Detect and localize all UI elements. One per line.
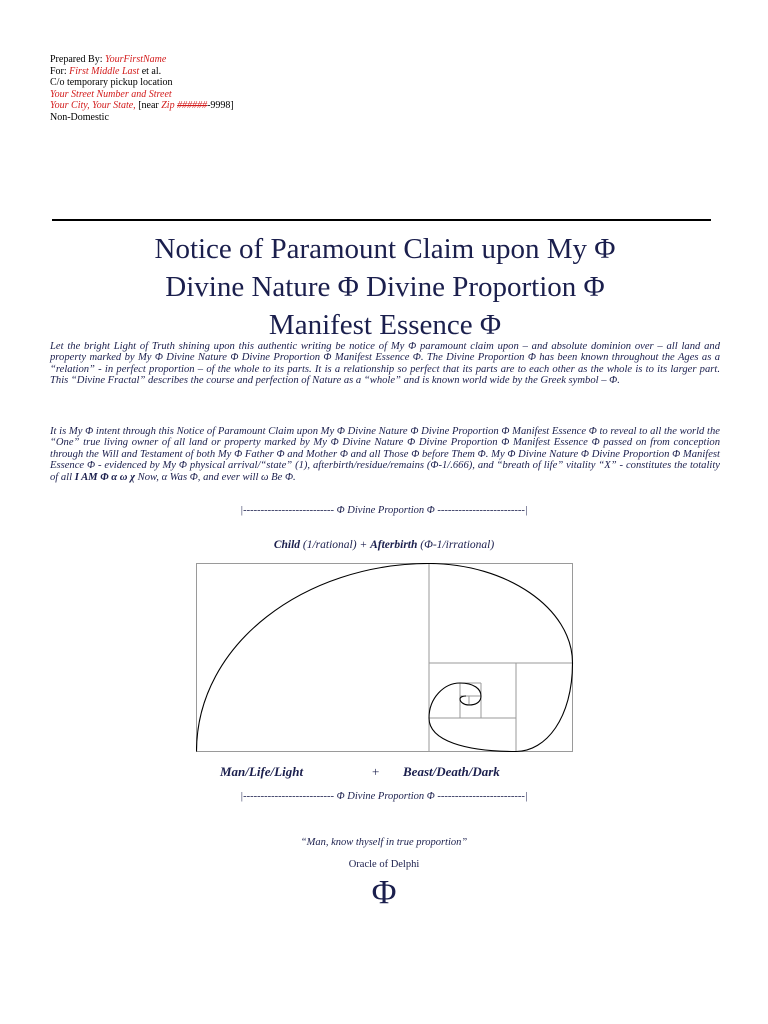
- city-state: Your City, Your State,: [50, 100, 136, 111]
- quote: “Man, know thyself in true proportion”: [300, 837, 468, 848]
- caption-afterbirth: Afterbirth: [370, 539, 418, 551]
- city-state-line: [50, 100, 234, 112]
- for-label: For:: [50, 65, 67, 77]
- prepared-by-label: Prepared By:: [50, 54, 103, 65]
- zip-struck: ######: [177, 100, 208, 111]
- paragraph-2-bold: I AM Φ α ω χ: [74, 471, 135, 483]
- for-line: [50, 66, 234, 78]
- quote-attribution: Oracle of Delphi: [348, 859, 420, 870]
- title-line-2: Divine Nature Φ Divine Proportion Φ: [165, 271, 605, 303]
- for-name: First Middle Last: [69, 65, 140, 77]
- for-suffix: et al.: [141, 65, 162, 77]
- paragraph-2-main: It is My Φ intent through this Notice of Paramount Claim upon My Φ Divine Nature Φ Divine Proportion Φ Manifest Essence Φ to reveal to all the world the “One” true living owner of all land or property marked by My Φ Divine Nature Φ Divine Proportion Φ Manifest Essence Φ passed on from conception through the Will and Testament of both My Φ Father Φ and Mother Φ and all Those Φ before Them Φ. My Φ Divine Nature Φ Divine Proportion Φ Manifest Essence Φ - evidenced by My Φ physical arrival/“state” (1), afterbirth/residue/remains (Φ-1/.666), and “breath of life” vitality “X” - constitutes the totality of all: [50, 426, 720, 483]
- paragraph-2: [50, 426, 720, 483]
- label-man-life-light: Man/Life/Light: [220, 764, 304, 779]
- label-plus: +: [372, 764, 380, 779]
- caption-afterbirth-note: (Φ-1/irrational): [420, 539, 495, 551]
- document-title: [40, 230, 730, 344]
- paragraph-1: Let the bright Light of Truth shining upon this authentic writing be notice of My Φ paramount claim upon – and absolute dominion over – all land and property marked by My Φ Divine Nature Φ Divine Proportion Φ Manifest Essence Φ. The Divine Proportion Φ has been known throughout the Ages as a “relation” - in perfect proportion – of the whole to its parts. It is a relationship so perfect that its parts are to each other as the whole is to its larger part. This “Divine Fractal” describes the course and perfection of Nature as a “whole” and is known world wide by the Greek symbol – Φ.: [50, 341, 720, 387]
- care-of-line: C/o temporary pickup location: [50, 77, 173, 88]
- status-line: Non-Domestic: [50, 111, 109, 123]
- divider-bottom: |-------------------------- Φ Divine Proportion Φ -------------------------|: [240, 791, 528, 802]
- horizontal-rule: [52, 219, 711, 221]
- paragraph-2-end: Now, α Was Φ, and ever will ω Be Φ.: [137, 471, 296, 483]
- street-line: Your Street Number and Street: [50, 88, 172, 100]
- caption-child: Child: [273, 539, 301, 551]
- prepared-by-line: [50, 54, 234, 66]
- golden-rectangle-grid: [197, 564, 573, 752]
- caption-child-note: (1/rational) +: [302, 539, 368, 551]
- title-line-3: Manifest Essence Φ: [268, 309, 502, 341]
- near-label: [near: [138, 100, 159, 111]
- label-beast-death-dark: Beast/Death/Dark: [403, 764, 500, 779]
- prepared-by-name: YourFirstName: [105, 54, 167, 65]
- golden-spiral-diagram: [196, 563, 576, 755]
- zip-label: Zip: [161, 100, 175, 111]
- phi-symbol: Φ: [371, 874, 397, 911]
- zip-tail: -9998]: [207, 100, 234, 111]
- sender-address-block: [50, 54, 234, 123]
- figure-caption: [0, 539, 768, 551]
- title-line-1: Notice of Paramount Claim upon My Φ: [154, 233, 616, 265]
- divider-top: |-------------------------- Φ Divine Proportion Φ -------------------------|: [240, 505, 528, 516]
